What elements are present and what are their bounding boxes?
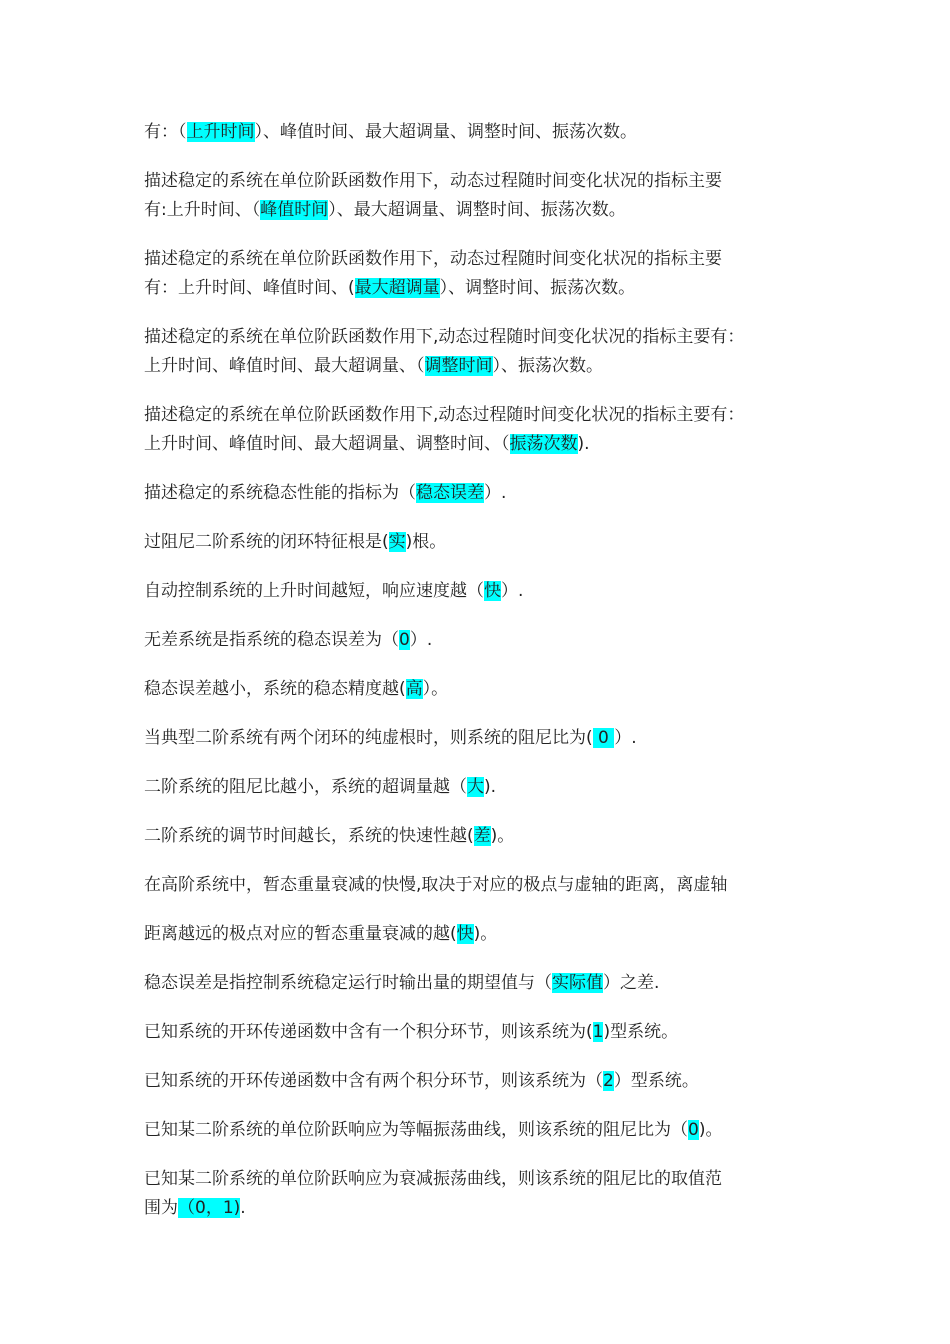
question-paragraph	[144, 245, 824, 303]
text-segment: 稳态误差越小，系统的稳态精度越(	[144, 679, 406, 699]
text-line	[144, 479, 824, 508]
highlighted-answer: 峰值时间	[260, 200, 329, 220]
text-line	[144, 773, 824, 802]
text-segment: 二阶系统的调节时间越长，系统的快速性越(	[144, 826, 474, 846]
text-segment: 稳态误差是指控制系统稳定运行时输出量的期望值与（	[144, 973, 552, 993]
text-segment: 在高阶系统中，暂态重量衰减的快慢,取决于对应的极点与虚轴的距离，离虚轴	[144, 875, 728, 895]
text-segment: )型系统。	[603, 1022, 679, 1042]
text-segment: ）。	[422, 679, 449, 699]
highlighted-answer: 0	[399, 630, 410, 650]
text-line	[144, 245, 824, 274]
text-segment: ）、调整时间、振荡次数。	[439, 278, 636, 298]
text-segment: ）、振荡次数。	[492, 356, 603, 376]
text-segment: )。	[473, 924, 498, 944]
highlighted-answer: 最大超调量	[354, 278, 440, 298]
question-paragraph	[144, 1165, 824, 1223]
question-paragraph	[144, 577, 824, 606]
text-segment: 描述稳定的系统在单位阶跃函数作用下，动态过程随时间变化状况的指标主要	[144, 249, 722, 269]
text-segment: 过阻尼二阶系统的闭环特征根是(	[144, 532, 389, 552]
text-segment: 描述稳定的系统在单位阶跃函数作用下，动态过程随时间变化状况的指标主要	[144, 171, 722, 191]
text-segment: 描述稳定的系统稳态性能的指标为（	[144, 483, 416, 503]
text-segment: 围为	[144, 1198, 178, 1218]
text-line	[144, 401, 824, 430]
text-segment: )。	[698, 1120, 723, 1140]
highlighted-answer: 高	[405, 679, 423, 699]
question-paragraph	[144, 969, 824, 998]
question-paragraph	[144, 167, 824, 225]
question-paragraph	[144, 528, 824, 557]
text-line	[144, 626, 824, 655]
highlighted-answer: 调整时间	[424, 356, 493, 376]
text-line	[144, 1194, 824, 1223]
highlighted-answer: 2	[603, 1071, 614, 1091]
text-segment: 距离越远的极点对应的暂态重量衰减的越(	[144, 924, 457, 944]
highlighted-answer: 实际值	[552, 973, 603, 993]
text-line	[144, 323, 824, 352]
text-segment: ）.	[501, 581, 524, 601]
text-segment: 上升时间、峰值时间、最大超调量、（	[144, 356, 425, 376]
text-line	[144, 430, 824, 459]
text-segment: 上升时间、峰值时间、最大超调量、调整时间、（	[144, 434, 510, 454]
text-segment: 二阶系统的阻尼比越小，系统的超调量越（	[144, 777, 467, 797]
text-line	[144, 1165, 824, 1194]
text-segment: )根。	[405, 532, 447, 552]
highlighted-answer: 1	[592, 1022, 604, 1042]
question-paragraph	[144, 479, 824, 508]
highlighted-answer: 差	[473, 826, 491, 846]
text-segment: 描述稳定的系统在单位阶跃函数作用下,动态过程随时间变化状况的指标主要有：	[144, 327, 745, 347]
text-segment: 无差系统是指系统的稳态误差为（	[144, 630, 399, 650]
text-line	[144, 352, 824, 381]
text-segment: 有：（	[144, 122, 187, 142]
highlighted-answer: （0，1)	[178, 1198, 241, 1218]
question-paragraph	[144, 118, 824, 147]
text-line	[144, 274, 824, 303]
highlighted-answer: 快	[456, 924, 474, 944]
text-line	[144, 167, 824, 196]
text-segment: )。	[490, 826, 515, 846]
text-segment: 有：上升时间、峰值时间、(	[144, 278, 355, 298]
question-paragraph	[144, 822, 824, 851]
question-paragraph	[144, 675, 824, 704]
highlighted-answer: 上升时间	[186, 122, 255, 142]
text-segment: .	[240, 1198, 246, 1218]
text-line	[144, 1067, 824, 1096]
text-segment: 有:上升时间、（	[144, 200, 261, 220]
text-segment: ).	[577, 434, 590, 454]
text-segment: 已知某二阶系统的单位阶跃响应为衰减振荡曲线，则该系统的阻尼比的取值范	[144, 1169, 722, 1189]
question-paragraph	[144, 1116, 824, 1145]
text-segment: ）、峰值时间、最大超调量、调整时间、振荡次数。	[254, 122, 637, 142]
question-paragraph	[144, 871, 824, 900]
highlighted-answer: 0	[592, 728, 615, 748]
question-paragraph	[144, 626, 824, 655]
text-line	[144, 196, 824, 225]
text-segment: 自动控制系统的上升时间越短，响应速度越（	[144, 581, 484, 601]
question-paragraph	[144, 773, 824, 802]
text-line	[144, 528, 824, 557]
text-line	[144, 969, 824, 998]
text-segment: ).	[484, 777, 497, 797]
text-line	[144, 1116, 824, 1145]
text-segment: 描述稳定的系统在单位阶跃函数作用下,动态过程随时间变化状况的指标主要有：	[144, 405, 745, 425]
question-paragraph	[144, 724, 824, 753]
text-line	[144, 118, 824, 147]
highlighted-answer: 快	[484, 581, 501, 601]
highlighted-answer: 0	[688, 1120, 699, 1140]
text-segment: 当典型二阶系统有两个闭环的纯虚根时，则系统的阻尼比为(	[144, 728, 593, 748]
text-line	[144, 920, 824, 949]
document-body	[144, 118, 824, 1223]
text-segment: ）.	[409, 630, 433, 650]
highlighted-answer: 大	[467, 777, 484, 797]
text-line	[144, 577, 824, 606]
question-paragraph	[144, 401, 824, 459]
highlighted-answer: 振荡次数	[509, 434, 578, 454]
highlighted-answer: 实	[388, 532, 406, 552]
question-paragraph	[144, 1018, 824, 1047]
question-paragraph	[144, 920, 824, 949]
text-segment: 已知系统的开环传递函数中含有两个积分环节，则该系统为（	[144, 1071, 603, 1091]
highlighted-answer: 稳态误差	[416, 483, 484, 503]
text-segment: 已知某二阶系统的单位阶跃响应为等幅振荡曲线，则该系统的阻尼比为（	[144, 1120, 688, 1140]
text-segment: ）、最大超调量、调整时间、振荡次数。	[328, 200, 626, 220]
question-paragraph	[144, 323, 824, 381]
text-segment: ）.	[614, 728, 637, 748]
text-line	[144, 1018, 824, 1047]
text-segment: ）之差.	[603, 973, 660, 993]
text-segment: ）.	[484, 483, 507, 503]
text-segment: ）型系统。	[613, 1071, 699, 1091]
question-paragraph	[144, 1067, 824, 1096]
text-line	[144, 822, 824, 851]
text-line	[144, 871, 824, 900]
text-line	[144, 675, 824, 704]
text-line	[144, 724, 824, 753]
text-segment: 已知系统的开环传递函数中含有一个积分环节，则该系统为(	[144, 1022, 593, 1042]
